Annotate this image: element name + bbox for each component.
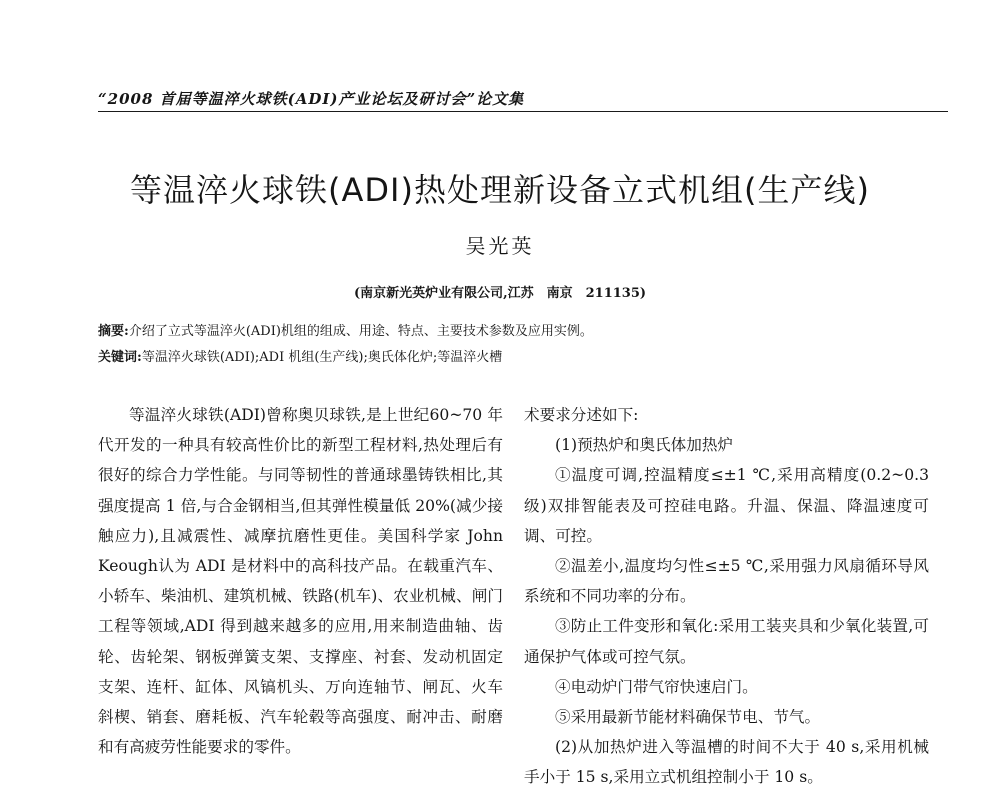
list-item-4: ④电动炉门带气帘快速启门。 [555, 677, 758, 696]
right-column [524, 400, 929, 787]
keywords-label: 关键词: [98, 350, 142, 365]
abstract [98, 320, 593, 339]
abstract-label: 摘要: [98, 324, 129, 339]
author-name: 吴光英 [465, 234, 535, 258]
list-item-1: ①温度可调,控温精度≤±1 ℃,采用高精度(0.2~0.3 级)双排智能表及可控硅电路。升温、保温、降温速度可调、可控。 [524, 466, 929, 545]
section-1-heading: (1)预热炉和奥氏体加热炉 [555, 436, 734, 455]
running-header: “2008 首届等温淬火球铁(ADI)产业论坛及研讨会”论文集 [98, 90, 525, 108]
header-rule [98, 111, 948, 112]
continued-text: 术要求分述如下: [524, 406, 639, 424]
author-affiliation: (南京新光英炉业有限公司,江苏 南京 211135) [353, 286, 647, 301]
keywords-text: 等温淬火球铁(ADI);ADI 机组(生产线);奥氏体化炉;等温淬火槽 [141, 350, 503, 365]
list-item-3: ③防止工件变形和氧化:采用工装夹具和少氧化装置,可通保护气体或可控气氛。 [524, 617, 929, 666]
list-item-2: ②温差小,温度均匀性≤±5 ℃,采用强力风扇循环导风系统和不同功率的分布。 [524, 557, 929, 606]
section-2-paragraph: (2)从加热炉进入等温槽的时间不大于 40 s,采用机械手小于 15 s,采用立式机组控制小于 10 s。 [524, 738, 929, 787]
keywords [98, 346, 502, 365]
abstract-text: 介绍了立式等温淬火(ADI)机组的组成、用途、特点、主要技术参数及应用实例。 [128, 324, 593, 339]
body-paragraph-1: 等温淬火球铁(ADI)曾称奥贝球铁,是上世纪60~70 年代开发的一种具有较高性价比的新型工程材料,热处理后有很好的综合力学性能。与同等韧性的普通球墨铸铁相比,其强度提高 1 倍,与合金钢相当,但其弹性模量低 20%(减少接触应力),且减震性、减摩抗磨性更佳。美国科学家 John Keough认为 ADI 是材料中的高科技产品。在载重汽车、小轿车、柴油机、建筑机械、铁路(机车)、农业机械、闸门工程等领域,ADI 得到越来越多的应用,用来制造曲轴、齿轮、齿轮架、钢板弹簧支架、支撑座、衬套、发动机固定支架、连杆、缸体、风镐机头、万向连轴节、闸瓦、火车斜楔、销套、磨耗板、汽车轮毂等高强度、耐冲击、耐磨和有高疲劳性能要求的零件。 [98, 406, 503, 757]
left-column [98, 400, 503, 760]
paper-title: 等温淬火球铁(ADI)热处理新设备立式机组(生产线) [130, 171, 870, 209]
list-item-5: ⑤采用最新节能材料确保节电、节气。 [555, 708, 821, 727]
